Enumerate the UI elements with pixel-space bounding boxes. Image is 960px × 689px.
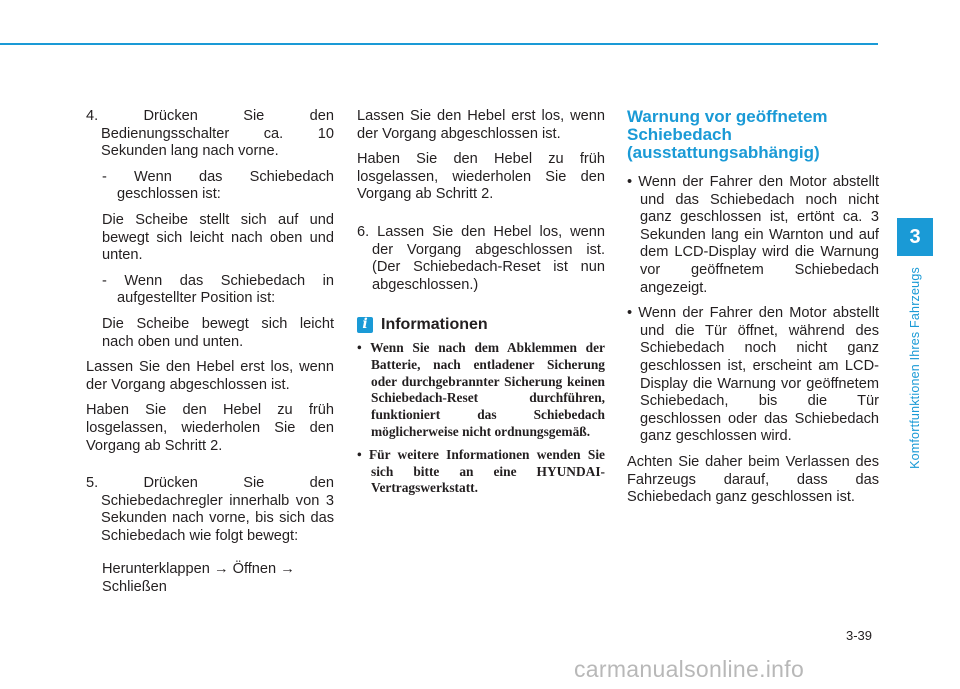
chapter-label: Komfortfunktionen Ihres Fahrzeugs	[908, 267, 922, 469]
info-heading	[357, 316, 605, 334]
condition-tilted-desc: Die Scheibe bewegt sich leicht nach oben und unten.	[102, 315, 334, 350]
info-item-workshop: • Für weitere Informationen wenden Sie sich bitte an eine HYUNDAI-Vertragswerkstatt.	[357, 446, 605, 496]
release-instruction: Lassen Sie den Hebel erst los, wenn der Vorgang abgeschlossen ist.	[86, 359, 334, 393]
section-title: Warnung vor geöffnetem Schiebedach (ausstattungsabhängig)	[627, 107, 828, 162]
condition-closed: - Wenn das Schiebedach geschlossen ist:	[102, 168, 334, 203]
info-title: Informationen	[381, 316, 488, 334]
warning-bullet-engine-off: • Wenn der Fahrer den Motor abstellt und das Schiebedach noch nicht ganz geschlossen ist, ertönt ca. 3 Sekunden lang ein Warnton und auf dem LCD-Display wird die Warnung vor geöffnetem Schiebedach angezeigt.	[627, 174, 879, 296]
column-middle	[357, 108, 605, 503]
info-item-reset: • Wenn Sie nach dem Abklemmen der Batterie, nach entladener Sicherung oder durchgebrannter Sicherung keinen Schiebedach-Reset durchführen, funktioniert das Schiebedach möglicherweise nicht ordnungsgemäß.	[357, 339, 605, 439]
header-rule	[0, 43, 878, 45]
info-icon: i	[357, 317, 373, 333]
column-left	[86, 108, 334, 597]
column-right	[627, 108, 879, 507]
watermark: carmanualsonline.info	[574, 656, 805, 682]
warning-bullet-door-open: • Wenn der Fahrer den Motor abstellt und die Tür öffnet, während des Schiebedach noch nicht ganz geschlossen ist, erscheint am LCD-Display die Warnung vor geöffnetem Schiebedach, bis die Tür geschlossen oder das Schiebedach ganz geschlossen wird.	[627, 305, 879, 445]
step-4: 4. Drücken Sie den Bedienungsschalter ca. 10 Sekunden lang nach vorne.	[86, 108, 334, 160]
info-list	[357, 340, 605, 497]
repeat-instruction-2: Haben Sie den Hebel zu früh losgelassen, wiederholen Sie den Vorgang ab Schritt 2.	[357, 151, 605, 203]
chapter-tab: 3	[897, 218, 933, 256]
step-6: 6. Lassen Sie den Hebel los, wenn der Vorgang abgeschlossen ist. (Der Schiebedach-Reset ist nun abgeschlossen.)	[357, 223, 605, 293]
step-5: 5. Drücken Sie den Schiebedachregler innerhalb von 3 Sekunden nach vorne, bis sich das Schiebedach wie folgt bewegt:	[86, 475, 334, 544]
condition-tilted: - Wenn das Schiebedach in aufgestellter Position ist:	[102, 272, 334, 307]
page-number: 3-39	[846, 628, 873, 643]
closing-advice: Achten Sie daher beim Verlassen des Fahrzeugs darauf, dass das Schiebedach ganz geschlossen ist.	[627, 453, 879, 506]
condition-closed-desc: Die Scheibe stellt sich auf und bewegt sich leicht nach oben und unten.	[102, 211, 334, 264]
repeat-instruction: Haben Sie den Hebel zu früh losgelassen, wiederholen Sie den Vorgang ab Schritt 2.	[86, 402, 334, 454]
movement-sequence: Herunterklappen → Öffnen → Schließen	[102, 561, 295, 596]
release-instruction-2: Lassen Sie den Hebel erst los, wenn der Vorgang abgeschlossen ist.	[357, 108, 605, 142]
